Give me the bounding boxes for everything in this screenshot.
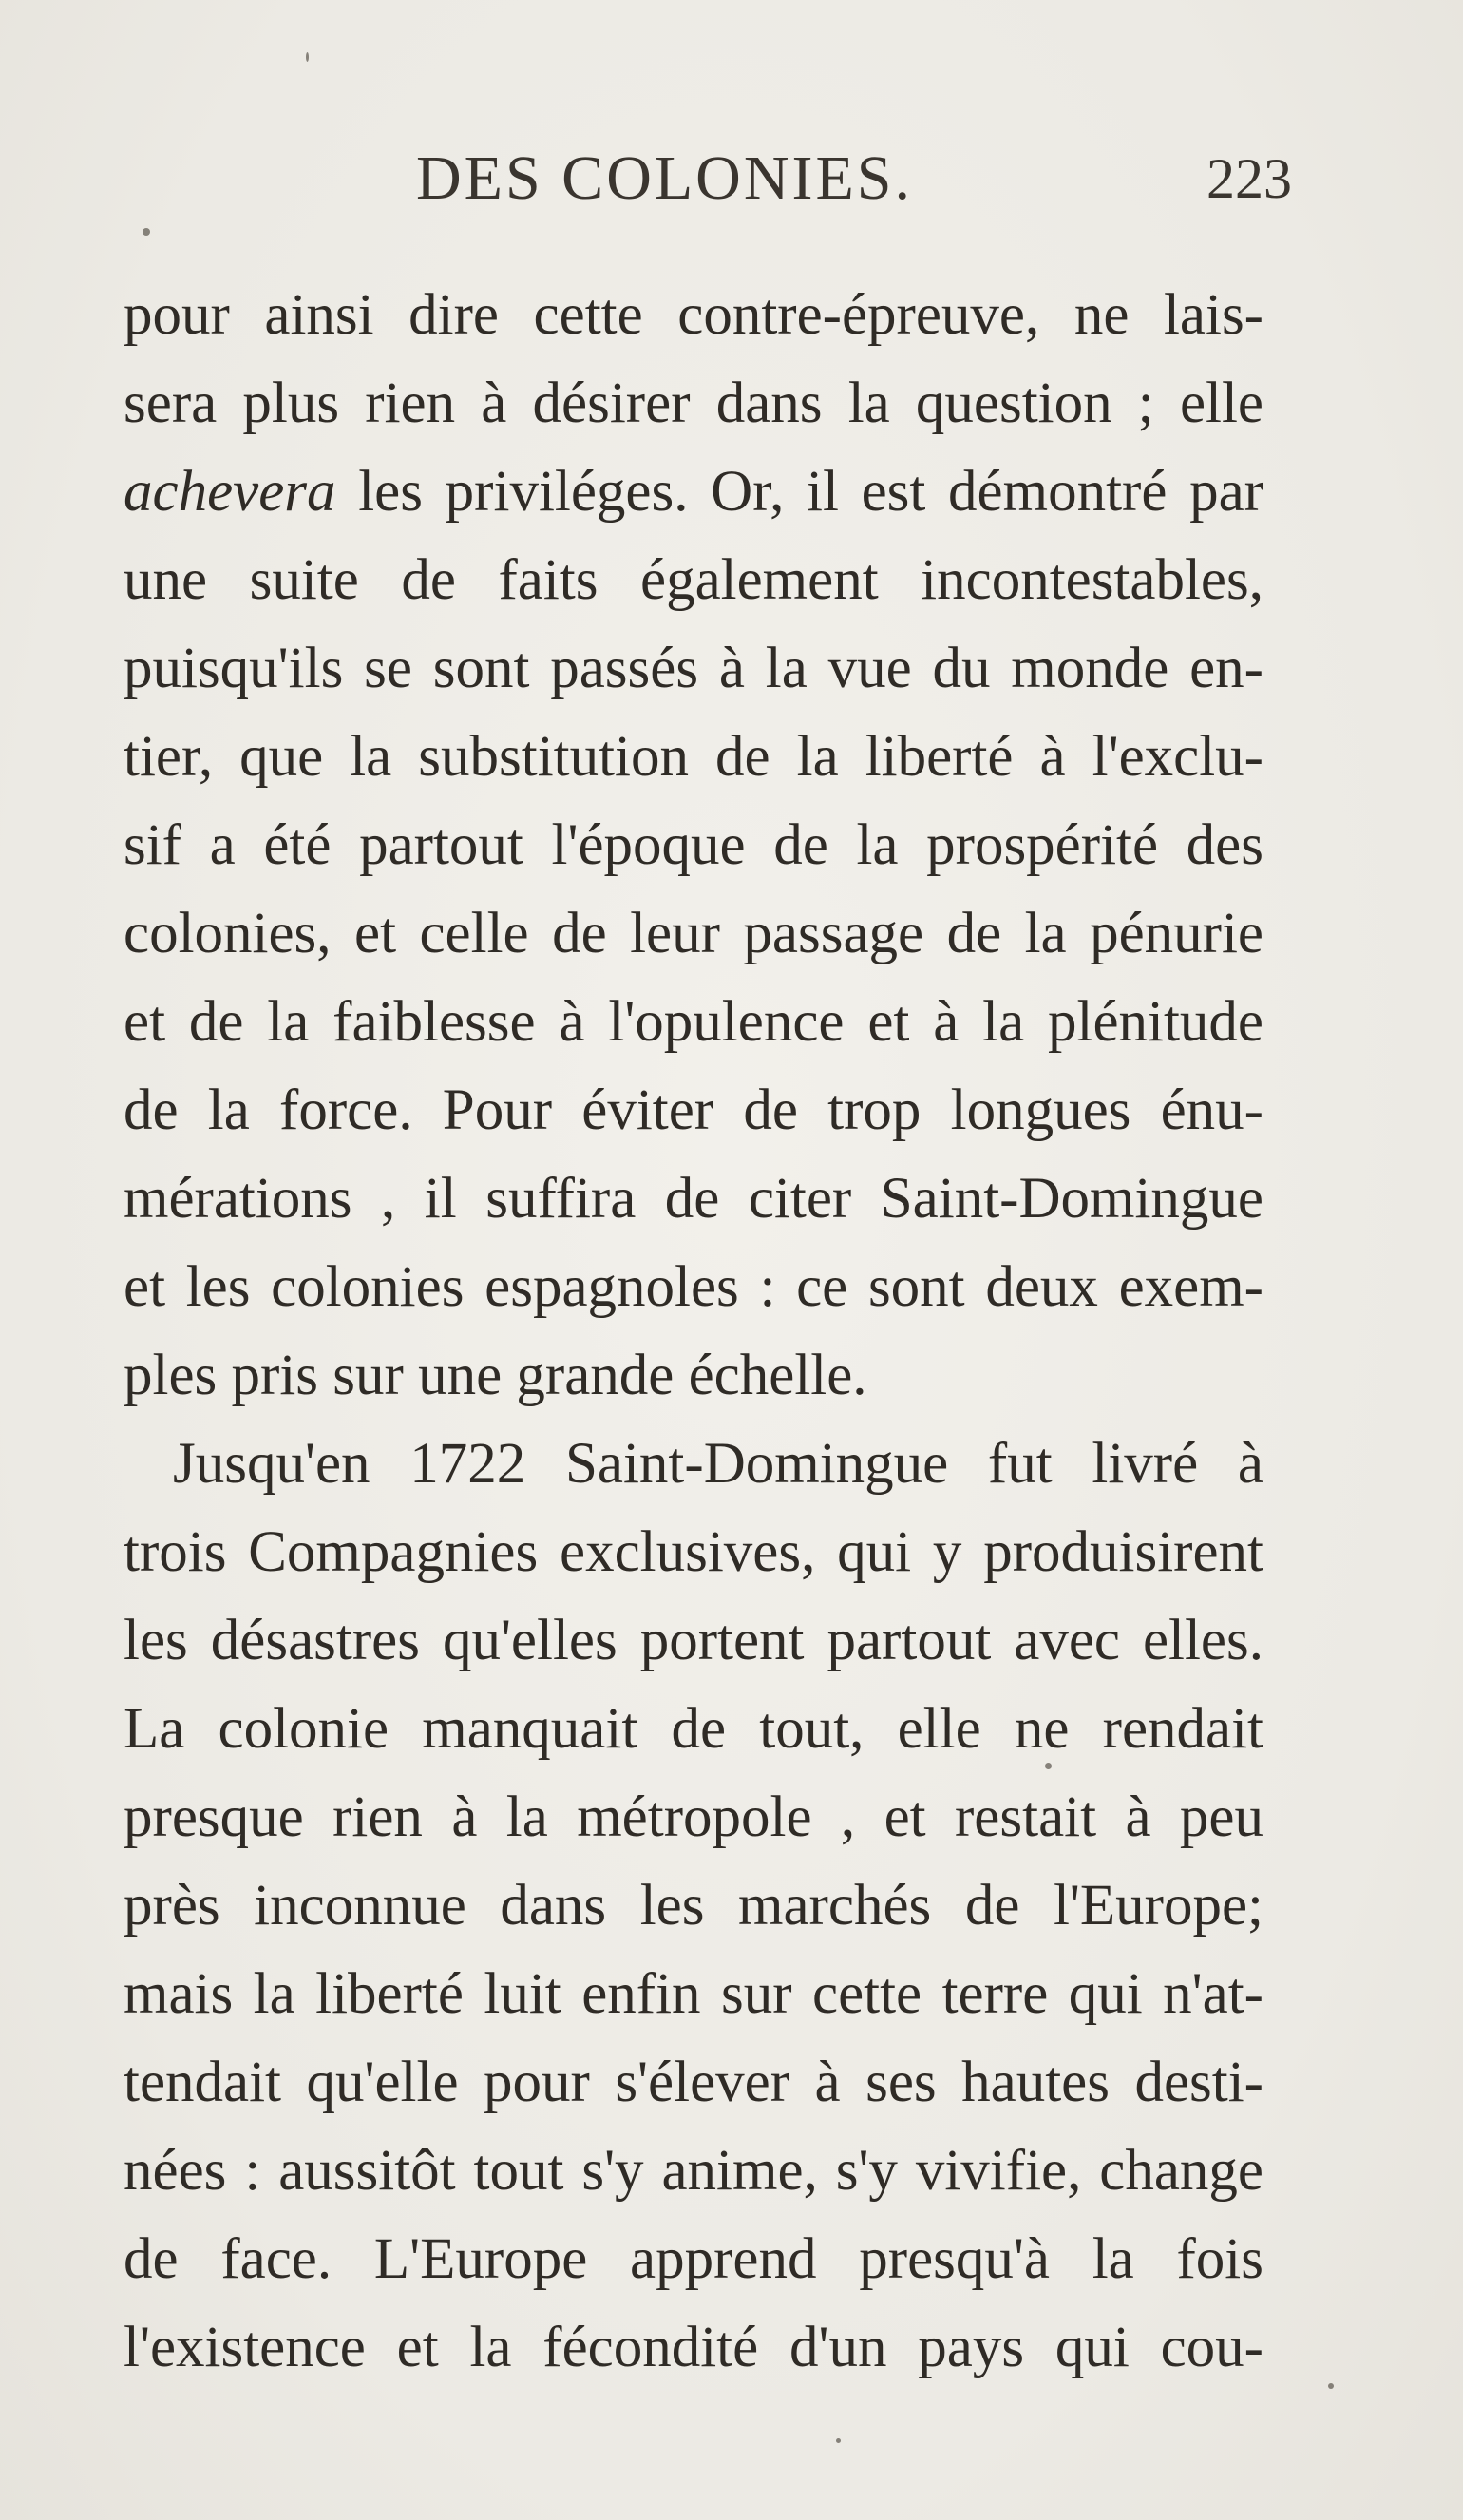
text-line: et de la faiblesse à l'opulence et à la plénitude [124, 990, 1264, 1054]
text-line: trois Compagnies exclusives, qui y produisirent [124, 1520, 1264, 1584]
body-text [124, 271, 1264, 2392]
text-line: l'existence et la fécondité d'un pays qui cou- [124, 2316, 1264, 2379]
paper-speck [142, 228, 150, 236]
text-line: puisqu'ils se sont passés à la vue du monde en- [124, 637, 1264, 700]
text-line: les désastres qu'elles portent partout avec elles. [124, 1609, 1264, 1672]
paper-speck [306, 52, 309, 62]
text-line: sif a été partout l'époque de la prospérité des [124, 813, 1264, 877]
text-line: ples pris sur une grande échelle. [124, 1344, 867, 1407]
text-line: colonies, et celle de leur passage de la pénurie [124, 902, 1264, 965]
text-line: une suite de faits également incontestables, [124, 548, 1264, 612]
text-line: de la force. Pour éviter de trop longues énu- [124, 1079, 1264, 1142]
page-number: 223 [1206, 147, 1292, 210]
paper-speck [836, 2438, 841, 2443]
text-line: La colonie manquait de tout, elle ne rendait [124, 1697, 1264, 1761]
text-line: nées : aussitôt tout s'y anime, s'y vivifie, change [124, 2139, 1264, 2203]
text-line: mais la liberté luit enfin sur cette terre qui n'at- [124, 1962, 1264, 2026]
paper-speck [1045, 1763, 1052, 1769]
text-line: de face. L'Europe apprend presqu'à la fois [124, 2227, 1264, 2291]
text-line [124, 448, 1264, 536]
text-line: sera plus rien à désirer dans la question ; elle [124, 372, 1264, 435]
italic-word: achevera [124, 460, 336, 524]
page-header [124, 143, 1292, 219]
text-line-rest: les priviléges. Or, il est démontré par [358, 460, 1264, 524]
text-line: pour ainsi dire cette contre-épreuve, ne lais- [124, 283, 1264, 347]
text-line: tier, que la substitution de la liberté à l'exclu- [124, 725, 1264, 789]
text-line: tendait qu'elle pour s'élever à ses hautes desti- [124, 2051, 1264, 2114]
running-title: DES COLONIES. [416, 143, 914, 213]
text-line: presque rien à la métropole , et restait à peu [124, 1785, 1264, 1849]
text-line: et les colonies espagnoles : ce sont deux exem- [124, 1255, 1264, 1319]
text-line: près inconnue dans les marchés de l'Europe; [124, 1874, 1264, 1938]
text-line: Jusqu'en 1722 Saint-Domingue fut livré à [173, 1432, 1264, 1496]
text-line: mérations , il suffira de citer Saint-Domingue [124, 1167, 1264, 1231]
paper-speck [1328, 2383, 1334, 2389]
